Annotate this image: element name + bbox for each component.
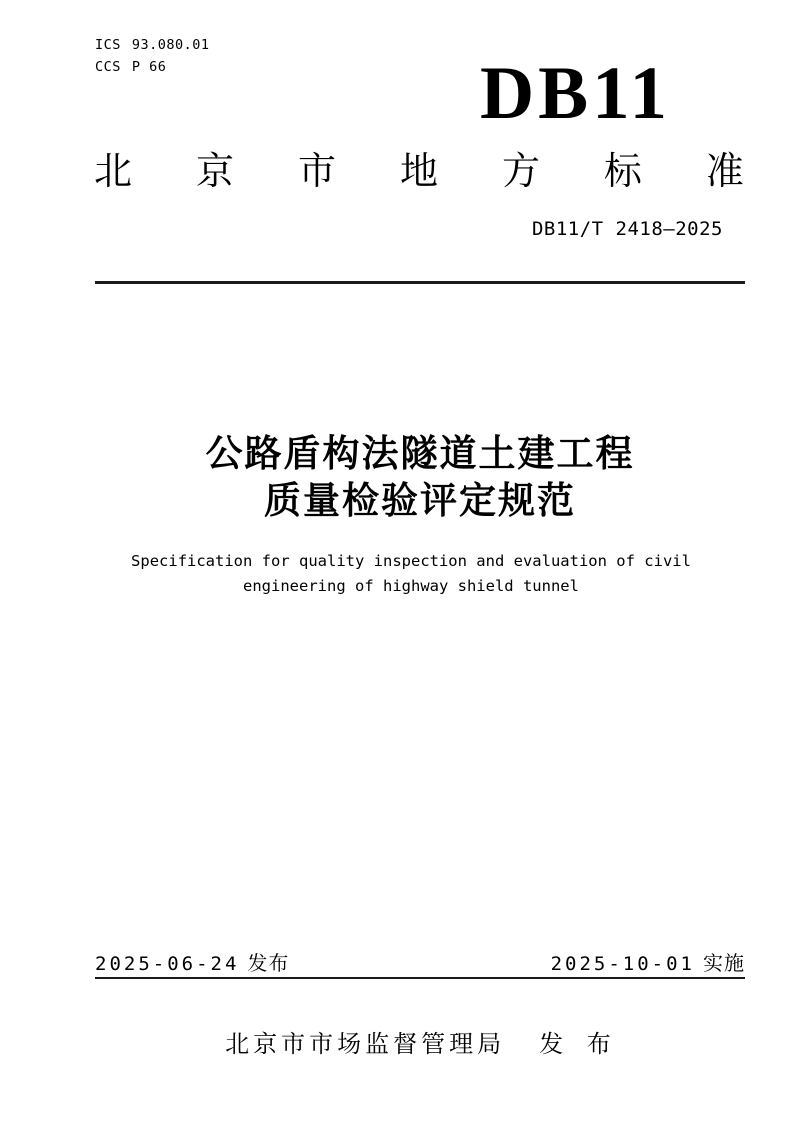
footer-rule <box>95 977 745 979</box>
standard-type-title: 北 京 市 地 方 标 准 <box>94 149 744 193</box>
ics-code: 93.080.01 <box>131 37 210 53</box>
implement-date-group <box>551 950 745 977</box>
document-title-english-line1: Specification for quality inspection and evaluation of civil <box>131 552 691 570</box>
standard-number: DB11/T 2418—2025 <box>531 218 723 240</box>
implement-date: 2025-10-01 <box>550 953 695 975</box>
ics-code-row <box>95 35 210 55</box>
publisher-name: 北京市市场监督管理局 <box>225 1030 506 1058</box>
footer-dates-row <box>95 950 745 977</box>
db11-logo: DB11 <box>480 52 672 135</box>
document-title-line1: 公路盾构法隧道土建工程 <box>205 432 635 475</box>
ccs-label: CCS <box>95 59 121 75</box>
ccs-code-row <box>95 57 166 77</box>
ics-label: ICS <box>95 37 121 53</box>
issue-date: 2025-06-24 <box>95 953 240 975</box>
publish-action-label: 发 布 <box>539 1030 615 1058</box>
document-title <box>95 430 745 524</box>
document-title-english <box>86 549 736 599</box>
ccs-code: P 66 <box>131 59 167 75</box>
issue-label: 发布 <box>247 951 290 975</box>
implement-label: 实施 <box>703 951 745 975</box>
document-title-english-line2: engineering of highway shield tunnel <box>243 577 579 595</box>
header-rule <box>95 281 745 284</box>
publisher-row <box>95 1028 745 1060</box>
issue-date-group <box>95 950 289 977</box>
document-title-line2: 质量检验评定规范 <box>264 479 576 522</box>
